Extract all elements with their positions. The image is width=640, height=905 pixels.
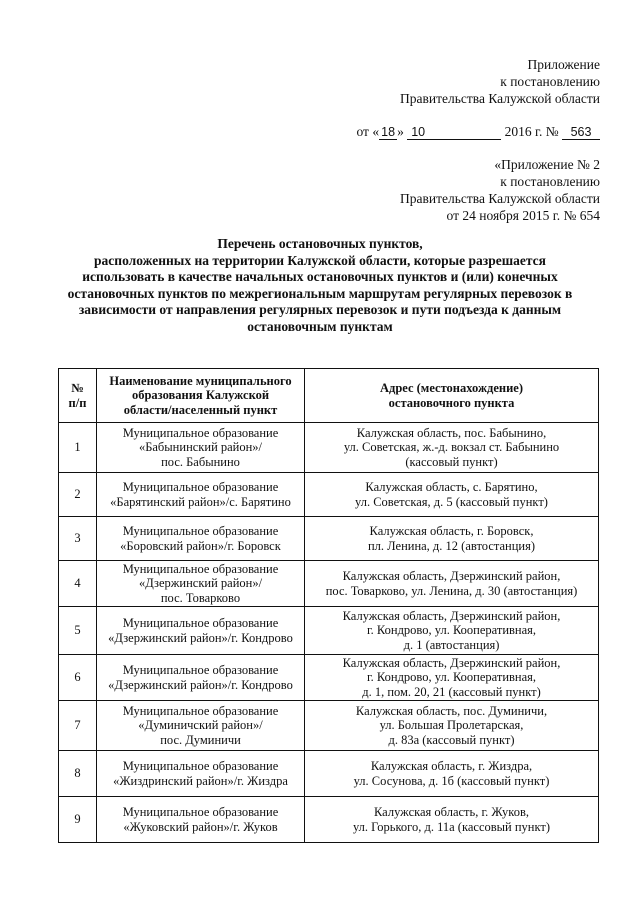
appendix-line-3: Правительства Калужской области	[399, 91, 600, 106]
row-number: 4	[59, 561, 97, 607]
row-municipality: Муниципальное образование «Дзержинский район»/г. Кондрово	[97, 655, 305, 701]
table-row	[59, 797, 599, 843]
prev-appendix-line-3: Правительства Калужской области	[399, 191, 600, 206]
date-mid: »	[397, 124, 404, 139]
title-line: расположенных на территории Калужской области, которые разрешается	[94, 252, 546, 268]
date-day: 18	[379, 125, 397, 140]
row-municipality: Муниципальное образование «Боровский район»/г. Боровск	[97, 517, 305, 561]
title-line: зависимости от направления регулярных перевозок и пути подъезда к данным	[78, 302, 562, 317]
prev-appendix-line-2: к постановлению	[500, 174, 600, 189]
row-number: 6	[59, 655, 97, 701]
table-header-row	[59, 369, 599, 423]
row-number: 5	[59, 607, 97, 655]
row-municipality: Муниципальное образование «Думиничский район»/ пос. Думиничи	[97, 701, 305, 751]
row-municipality: Муниципальное образование «Дзержинский район»/ пос. Товарково	[97, 561, 305, 607]
table-row	[59, 423, 599, 473]
prev-appendix-line-1: «Приложение № 2	[494, 157, 600, 172]
row-address: Калужская область, Дзержинский район, пос. Товарково, ул. Ленина, д. 30 (автостанция)	[305, 561, 599, 607]
row-address: Калужская область, пос. Думиничи, ул. Большая Пролетарская, д. 83а (кассовый пункт)	[305, 701, 599, 751]
appendix-line-1: Приложение	[527, 57, 600, 72]
date-number: 563	[562, 125, 600, 140]
row-municipality: Муниципальное образование «Бабынинский район»/ пос. Бабынино	[97, 423, 305, 473]
table-row	[59, 701, 599, 751]
row-address: Калужская область, г. Боровск, пл. Ленина, д. 12 (автостанция)	[305, 517, 599, 561]
date-year-text: 2016 г. №	[504, 124, 559, 139]
prev-appendix-line-4: от 24 ноября 2015 г. № 654	[446, 208, 600, 223]
table-row	[59, 473, 599, 517]
header-municipality: Наименование муниципального образования Калужской области/населенный пункт	[97, 369, 305, 423]
title-line: Перечень остановочных пунктов,	[217, 236, 423, 251]
row-number: 8	[59, 751, 97, 797]
document-title	[40, 236, 600, 335]
title-line: остановочных пунктов по межрегиональным маршрутам регулярных перевозок в	[67, 285, 573, 301]
row-address: Калужская область, Дзержинский район, г. Кондрово, ул. Кооперативная, д. 1, пом. 20, 21 (кассовый пункт)	[305, 655, 599, 701]
appendix-line-2: к постановлению	[500, 74, 600, 89]
row-municipality: Муниципальное образование «Барятинский район»/с. Барятино	[97, 473, 305, 517]
row-municipality: Муниципальное образование «Дзержинский район»/г. Кондрово	[97, 607, 305, 655]
title-line: остановочным пунктам	[247, 318, 393, 334]
header-number: № п/п	[59, 369, 97, 423]
header-address: Адрес (местонахождение) остановочного пункта	[305, 369, 599, 423]
row-municipality: Муниципальное образование «Жиздринский район»/г. Жиздра	[97, 751, 305, 797]
table-row	[59, 517, 599, 561]
row-municipality: Муниципальное образование «Жуковский район»/г. Жуков	[97, 797, 305, 843]
table-row	[59, 561, 599, 607]
row-number: 7	[59, 701, 97, 751]
row-address: Калужская область, Дзержинский район, г. Кондрово, ул. Кооперативная, д. 1 (автостанция)	[305, 607, 599, 655]
table-row	[59, 751, 599, 797]
row-address: Калужская область, пос. Бабынино, ул. Советская, ж.-д. вокзал ст. Бабынино (кассовый пункт)	[305, 423, 599, 473]
row-address: Калужская область, г. Жиздра, ул. Сосунова, д. 1б (кассовый пункт)	[305, 751, 599, 797]
stops-table	[58, 368, 599, 843]
row-address: Калужская область, с. Барятино, ул. Советская, д. 5 (кассовый пункт)	[305, 473, 599, 517]
title-line: использовать в качестве начальных остановочных пунктов и (или) конечных	[82, 269, 558, 284]
row-number: 3	[59, 517, 97, 561]
table-row	[59, 655, 599, 701]
date-prefix: от «	[356, 124, 380, 139]
row-number: 9	[59, 797, 97, 843]
date-month: 10	[407, 125, 501, 140]
row-number: 2	[59, 473, 97, 517]
row-address: Калужская область, г. Жуков, ул. Горького, д. 11а (кассовый пункт)	[305, 797, 599, 843]
resolution-date-line	[356, 124, 600, 140]
row-number: 1	[59, 423, 97, 473]
table-row	[59, 607, 599, 655]
